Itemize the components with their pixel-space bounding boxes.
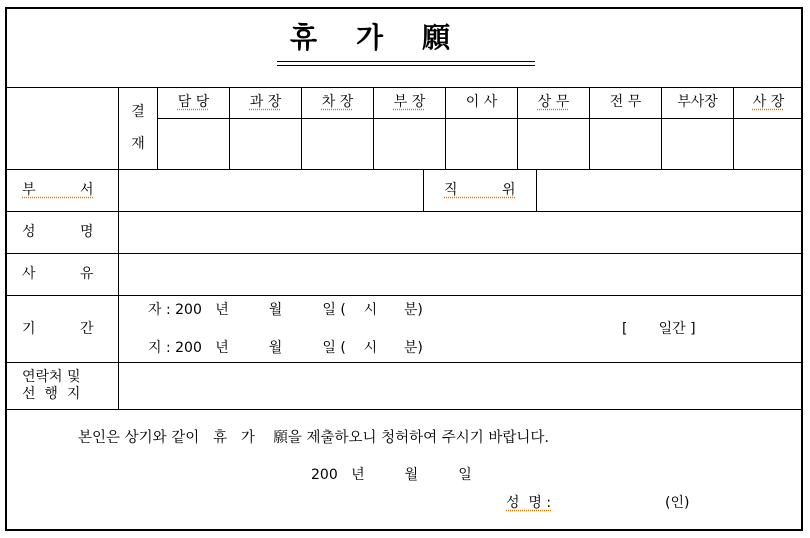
approval-col-부사장: 부사장 bbox=[677, 94, 718, 110]
approval-sign-상무[interactable] bbox=[518, 119, 589, 169]
approval-label-top: 결 bbox=[131, 104, 145, 120]
seal-mark[interactable]: (인) bbox=[665, 495, 690, 511]
signature-label: 성 명 : bbox=[506, 495, 552, 511]
approval-col-상무: 상 무 bbox=[537, 94, 570, 110]
approval-col-과장: 과 장 bbox=[249, 94, 282, 110]
period-from[interactable]: 자 : 200 년 월 일 ( 시 분) bbox=[148, 302, 423, 318]
approval-col-사장: 사 장 bbox=[752, 94, 785, 110]
request-date[interactable]: 200 년 월 일 bbox=[311, 467, 472, 483]
approval-col-부장: 부 장 bbox=[393, 94, 426, 110]
contact-label-line1: 연락처 및 bbox=[22, 369, 81, 385]
approval-label-bottom: 재 bbox=[131, 136, 145, 152]
department-field[interactable] bbox=[120, 170, 422, 210]
reason-label: 사 유 bbox=[22, 266, 94, 282]
approval-sign-부사장[interactable] bbox=[662, 119, 733, 169]
approval-sign-담당[interactable] bbox=[158, 119, 229, 169]
approval-sign-부장[interactable] bbox=[374, 119, 445, 169]
contact-label-line2: 선 행 지 bbox=[22, 386, 81, 402]
name-field[interactable] bbox=[120, 212, 802, 252]
divider bbox=[6, 87, 803, 88]
position-label: 직 위 bbox=[444, 182, 516, 198]
name-label: 성 명 bbox=[22, 224, 94, 240]
contact-field[interactable] bbox=[120, 363, 802, 408]
approval-sign-과장[interactable] bbox=[230, 119, 301, 169]
divider bbox=[6, 295, 803, 296]
period-days[interactable]: [ 일간 ] bbox=[622, 321, 696, 337]
approval-col-담당: 담 당 bbox=[177, 94, 210, 110]
form-title: 휴 가 願 bbox=[290, 21, 451, 54]
position-field[interactable] bbox=[538, 170, 802, 210]
period-to[interactable]: 지 : 200 년 월 일 ( 시 분) bbox=[148, 340, 423, 356]
department-label: 부 서 bbox=[22, 182, 94, 198]
divider bbox=[423, 169, 424, 211]
approval-sign-이사[interactable] bbox=[446, 119, 517, 169]
approval-sign-전무[interactable] bbox=[590, 119, 661, 169]
approval-sign-차장[interactable] bbox=[302, 119, 373, 169]
approval-col-전무: 전 무 bbox=[609, 94, 642, 110]
request-statement: 본인은 상기와 같이 휴 가 願을 제출하오니 청허하여 주시기 바랍니다. bbox=[78, 430, 550, 446]
period-label: 기 간 bbox=[22, 321, 94, 337]
title-double-underline bbox=[277, 61, 535, 66]
divider bbox=[6, 409, 803, 410]
reason-field[interactable] bbox=[120, 254, 802, 294]
divider bbox=[536, 169, 537, 211]
approval-col-차장: 차 장 bbox=[321, 94, 354, 110]
approval-col-이사: 이 사 bbox=[465, 94, 498, 110]
approval-sign-사장[interactable] bbox=[734, 119, 803, 169]
